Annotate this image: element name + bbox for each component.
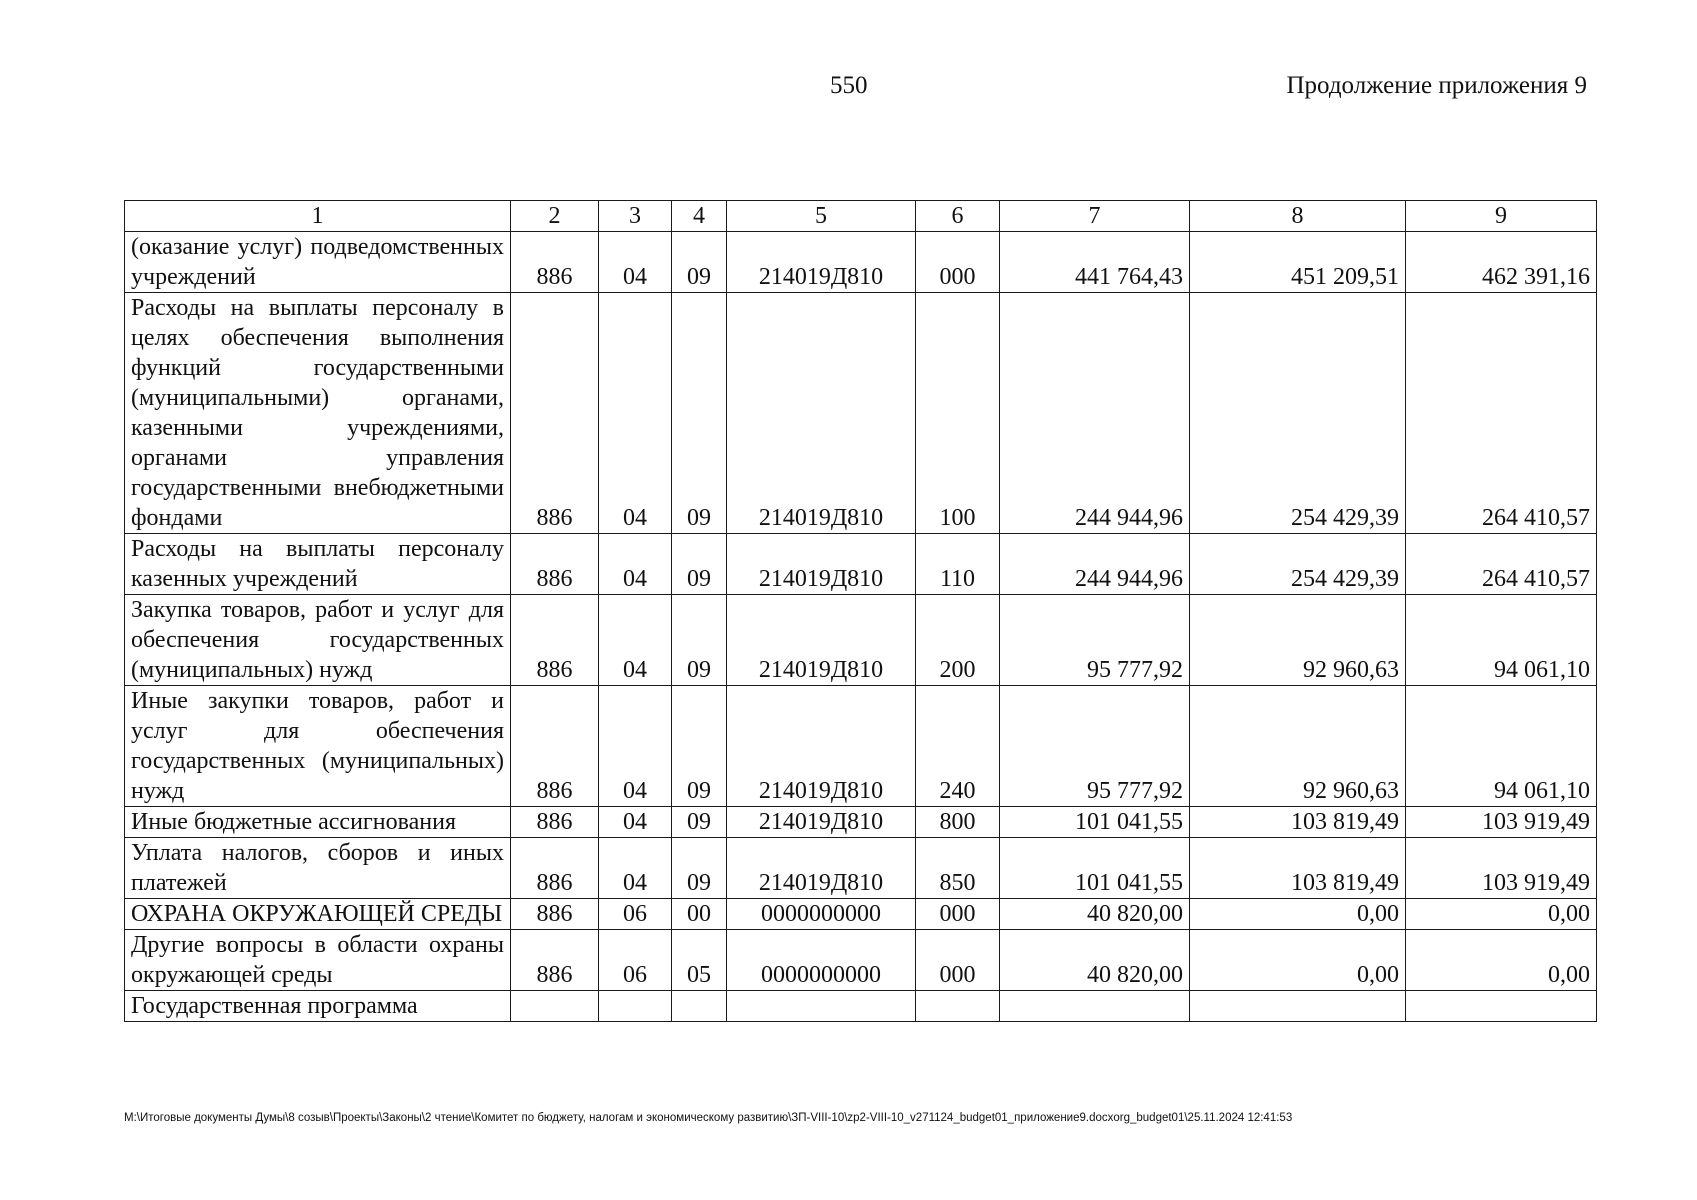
- page-number: 550: [830, 72, 868, 99]
- table-row: [125, 838, 1597, 899]
- cell-c2: 886: [511, 293, 599, 534]
- row-name: Иные бюджетные ассигнования: [125, 807, 511, 838]
- cell-c6: [916, 991, 1000, 1022]
- cell-c8: 254 429,39: [1190, 534, 1406, 595]
- cell-c8: [1190, 991, 1406, 1022]
- cell-c8: 0,00: [1190, 899, 1406, 930]
- cell-c5: 214019Д810: [727, 686, 916, 807]
- cell-c4: [672, 991, 727, 1022]
- cell-c7: 101 041,55: [1000, 838, 1190, 899]
- cell-c3: 04: [599, 838, 672, 899]
- cell-c9: [1406, 991, 1597, 1022]
- column-number: 6: [916, 201, 1000, 232]
- cell-c5: 0000000000: [727, 899, 916, 930]
- continuation-label: Продолжение приложения 9: [1286, 72, 1587, 99]
- column-number: 7: [1000, 201, 1190, 232]
- table-row: [125, 686, 1597, 807]
- table-row: [125, 595, 1597, 686]
- row-name: Уплата налогов, сборов и иных платежей: [125, 838, 511, 899]
- row-name: Иные закупки товаров, работ и услуг для обеспечения государственных (муниципальных) нужд: [125, 686, 511, 807]
- cell-c3: 04: [599, 686, 672, 807]
- column-number: 9: [1406, 201, 1597, 232]
- table-row: [125, 232, 1597, 293]
- budget-table: [124, 200, 1597, 1022]
- column-number: 1: [125, 201, 511, 232]
- cell-c2: 886: [511, 807, 599, 838]
- cell-c4: 09: [672, 293, 727, 534]
- cell-c7: 95 777,92: [1000, 686, 1190, 807]
- cell-c2: 886: [511, 899, 599, 930]
- cell-c6: 800: [916, 807, 1000, 838]
- cell-c8: 451 209,51: [1190, 232, 1406, 293]
- table-row: [125, 930, 1597, 991]
- cell-c4: 09: [672, 807, 727, 838]
- row-name: Расходы на выплаты персоналу казенных учреждений: [125, 534, 511, 595]
- cell-c2: 886: [511, 232, 599, 293]
- cell-c8: 254 429,39: [1190, 293, 1406, 534]
- column-number: 8: [1190, 201, 1406, 232]
- cell-c9: 103 919,49: [1406, 807, 1597, 838]
- cell-c2: 886: [511, 930, 599, 991]
- column-number-row: [125, 201, 1597, 232]
- table-row: [125, 807, 1597, 838]
- row-name: Закупка товаров, работ и услуг для обеспечения государственных (муниципальных) нужд: [125, 595, 511, 686]
- cell-c5: 214019Д810: [727, 595, 916, 686]
- row-name: Другие вопросы в области охраны окружающей среды: [125, 930, 511, 991]
- cell-c5: [727, 991, 916, 1022]
- cell-c5: 214019Д810: [727, 807, 916, 838]
- row-name: ОХРАНА ОКРУЖАЮЩЕЙ СРЕДЫ: [125, 899, 511, 930]
- table-row: [125, 293, 1597, 534]
- cell-c8: 103 819,49: [1190, 838, 1406, 899]
- cell-c6: 240: [916, 686, 1000, 807]
- row-name: Расходы на выплаты персоналу в целях обеспечения выполнения функций государственными (муниципальными) органами, казенными учреждениями, органами управления государственными внебюджетными фондами: [125, 293, 511, 534]
- cell-c7: 244 944,96: [1000, 293, 1190, 534]
- column-number: 5: [727, 201, 916, 232]
- cell-c3: 04: [599, 807, 672, 838]
- cell-c9: 0,00: [1406, 899, 1597, 930]
- cell-c7: 441 764,43: [1000, 232, 1190, 293]
- cell-c2: 886: [511, 838, 599, 899]
- cell-c9: 264 410,57: [1406, 534, 1597, 595]
- column-number: 3: [599, 201, 672, 232]
- cell-c8: 92 960,63: [1190, 686, 1406, 807]
- cell-c6: 000: [916, 232, 1000, 293]
- table-row: [125, 991, 1597, 1022]
- cell-c8: 0,00: [1190, 930, 1406, 991]
- cell-c9: 103 919,49: [1406, 838, 1597, 899]
- cell-c4: 09: [672, 232, 727, 293]
- column-number: 2: [511, 201, 599, 232]
- cell-c4: 09: [672, 534, 727, 595]
- cell-c9: 264 410,57: [1406, 293, 1597, 534]
- cell-c7: 101 041,55: [1000, 807, 1190, 838]
- cell-c7: 95 777,92: [1000, 595, 1190, 686]
- cell-c3: 06: [599, 930, 672, 991]
- cell-c6: 110: [916, 534, 1000, 595]
- row-name: Государственная программа: [125, 991, 511, 1022]
- cell-c4: 00: [672, 899, 727, 930]
- cell-c2: 886: [511, 595, 599, 686]
- cell-c6: 200: [916, 595, 1000, 686]
- cell-c9: 94 061,10: [1406, 595, 1597, 686]
- cell-c4: 09: [672, 595, 727, 686]
- cell-c2: [511, 991, 599, 1022]
- cell-c7: [1000, 991, 1190, 1022]
- cell-c5: 214019Д810: [727, 838, 916, 899]
- cell-c5: 214019Д810: [727, 293, 916, 534]
- table-row: [125, 899, 1597, 930]
- cell-c9: 462 391,16: [1406, 232, 1597, 293]
- cell-c4: 09: [672, 838, 727, 899]
- cell-c8: 92 960,63: [1190, 595, 1406, 686]
- cell-c2: 886: [511, 534, 599, 595]
- cell-c7: 244 944,96: [1000, 534, 1190, 595]
- cell-c3: 04: [599, 534, 672, 595]
- cell-c2: 886: [511, 686, 599, 807]
- cell-c3: 04: [599, 293, 672, 534]
- cell-c4: 05: [672, 930, 727, 991]
- cell-c3: 04: [599, 232, 672, 293]
- cell-c3: 04: [599, 595, 672, 686]
- cell-c3: 06: [599, 899, 672, 930]
- cell-c5: 0000000000: [727, 930, 916, 991]
- cell-c6: 100: [916, 293, 1000, 534]
- cell-c5: 214019Д810: [727, 232, 916, 293]
- cell-c8: 103 819,49: [1190, 807, 1406, 838]
- cell-c7: 40 820,00: [1000, 899, 1190, 930]
- column-number: 4: [672, 201, 727, 232]
- cell-c6: 000: [916, 899, 1000, 930]
- cell-c5: 214019Д810: [727, 534, 916, 595]
- row-name: (оказание услуг) подведомственных учреждений: [125, 232, 511, 293]
- cell-c7: 40 820,00: [1000, 930, 1190, 991]
- cell-c9: 94 061,10: [1406, 686, 1597, 807]
- cell-c6: 850: [916, 838, 1000, 899]
- cell-c9: 0,00: [1406, 930, 1597, 991]
- footer-file-path: M:\Итоговые документы Думы\8 созыв\Проекты\Законы\2 чтение\Комитет по бюджету, налогам и экономическому развитию\ЗП-VIII-10\zp2-VIII-10_v271124_budget01_приложение9.docxorg_budget01\25.11.2024 12:41:53: [124, 1112, 1293, 1124]
- table-row: [125, 534, 1597, 595]
- cell-c3: [599, 991, 672, 1022]
- cell-c6: 000: [916, 930, 1000, 991]
- cell-c4: 09: [672, 686, 727, 807]
